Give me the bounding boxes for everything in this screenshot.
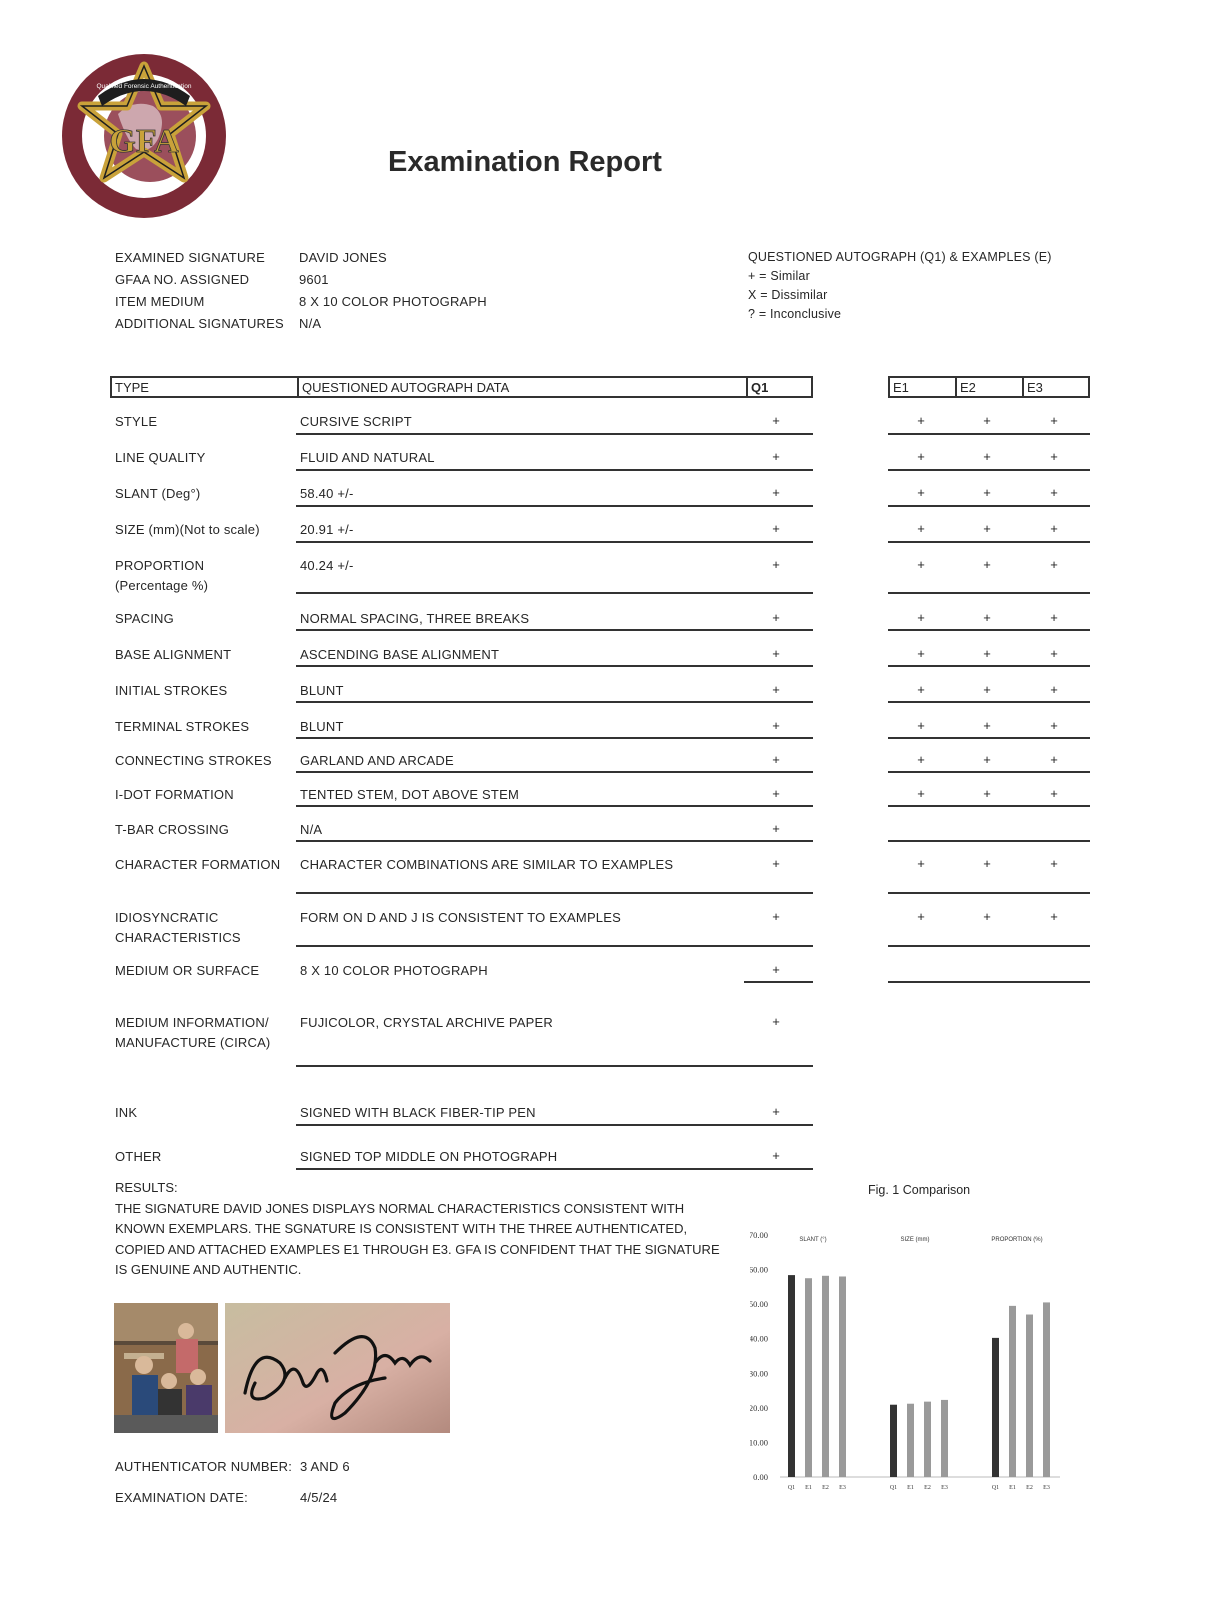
example-mark: + [917, 449, 925, 464]
x-tick-label: E3 [1043, 1485, 1050, 1491]
row-rule [296, 1065, 813, 1067]
bar-q1 [992, 1338, 999, 1477]
example-rule [888, 737, 1090, 739]
row-data-value: SIGNED TOP MIDDLE ON PHOTOGRAPH [300, 1149, 558, 1164]
header-e1: E1 [890, 378, 957, 396]
row-type-label: CHARACTERISTICS [115, 930, 241, 945]
example-mark: + [1050, 610, 1058, 625]
row-rule [296, 737, 813, 739]
bar-e1 [907, 1404, 914, 1477]
row-data-value: GARLAND AND ARCADE [300, 753, 454, 768]
header-e2: E2 [957, 378, 1024, 396]
example-rule [888, 469, 1090, 471]
row-type-label: CONNECTING STROKES [115, 753, 272, 768]
example-mark: + [1050, 909, 1058, 924]
row-type-label: SPACING [115, 611, 174, 626]
example-rule [888, 592, 1090, 594]
row-data-value: 58.40 +/- [300, 486, 354, 501]
bar-e2 [822, 1276, 829, 1477]
q1-mark: + [772, 521, 780, 536]
bar-e2 [924, 1402, 931, 1477]
row-data-value: TENTED STEM, DOT ABOVE STEM [300, 787, 519, 802]
chart-caption: Fig. 1 Comparison [868, 1183, 971, 1197]
row-rule [296, 892, 813, 894]
example-mark: + [983, 646, 991, 661]
info-label: EXAMINED SIGNATURE [115, 250, 265, 265]
example-mark: + [917, 786, 925, 801]
example-mark: + [983, 682, 991, 697]
bar-e2 [1026, 1315, 1033, 1477]
x-tick-label: E3 [941, 1485, 948, 1491]
example-mark: + [983, 521, 991, 536]
info-value: 8 X 10 COLOR PHOTOGRAPH [299, 294, 487, 309]
example-mark: + [917, 909, 925, 924]
row-type-label: INITIAL STROKES [115, 683, 228, 698]
footer-label: AUTHENTICATOR NUMBER: [115, 1459, 293, 1474]
row-data-value: 40.24 +/- [300, 558, 354, 573]
row-rule [296, 592, 813, 594]
row-rule [296, 1168, 813, 1170]
row-type-label: PROPORTION [115, 558, 205, 573]
example-mark: + [1050, 485, 1058, 500]
q1-mark: + [772, 610, 780, 625]
example-rule [888, 945, 1090, 947]
x-tick-label: E2 [1026, 1485, 1033, 1491]
row-data-value: FLUID AND NATURAL [300, 450, 435, 465]
table-header [110, 376, 813, 398]
example-mark: + [983, 909, 991, 924]
row-type-label: (Percentage %) [115, 578, 209, 593]
row-type-label: SIZE (mm)(Not to scale) [115, 522, 260, 537]
header-e3: E3 [1027, 380, 1043, 395]
q1-mark: + [772, 485, 780, 500]
results-section [115, 1178, 725, 1281]
row-type-label: SLANT (Deg°) [115, 486, 201, 501]
group-title: SLANT (°) [799, 1237, 827, 1243]
row-data-value: BLUNT [300, 683, 344, 698]
x-tick-label: Q1 [787, 1485, 796, 1491]
row-rule [296, 433, 813, 435]
q1-mark: + [772, 557, 780, 572]
x-tick-label: E2 [822, 1485, 829, 1491]
example-mark: + [917, 752, 925, 767]
example-mark: + [983, 485, 991, 500]
header-data: QUESTIONED AUTOGRAPH DATA [299, 378, 748, 396]
row-data-value: SIGNED WITH BLACK FIBER-TIP PEN [300, 1105, 536, 1120]
row-type-label: MEDIUM INFORMATION/ [115, 1015, 269, 1030]
info-value: 9601 [299, 272, 329, 287]
bar-e3 [941, 1400, 948, 1477]
example-mark: + [917, 718, 925, 733]
row-data-value: N/A [300, 822, 323, 837]
example-rule [888, 433, 1090, 435]
legend-item: ? = Inconclusive [748, 307, 842, 321]
legend-item: + = Similar [748, 269, 810, 283]
row-type-label: IDIOSYNCRATIC [115, 910, 219, 925]
page-title: Examination Report [388, 146, 662, 178]
group-title: SIZE (mm) [900, 1237, 930, 1243]
row-rule [296, 840, 813, 842]
q1-mark: + [772, 752, 780, 767]
example-mark: + [917, 610, 925, 625]
row-rule [296, 945, 813, 947]
footer-value: 4/5/24 [300, 1490, 338, 1505]
example-mark: + [983, 752, 991, 767]
example-mark: + [917, 557, 925, 572]
y-tick-label: 10.00 [750, 1437, 768, 1448]
example-rule [888, 892, 1090, 894]
q1-mark: + [772, 1104, 780, 1119]
row-rule [296, 469, 813, 471]
example-mark: + [1050, 413, 1058, 428]
row-rule [296, 1124, 813, 1126]
example-mark: + [917, 646, 925, 661]
row-rule [296, 701, 813, 703]
header-q1: Q1 [751, 380, 769, 395]
x-tick-label: Q1 [991, 1485, 1000, 1491]
info-label: GFAA NO. ASSIGNED [115, 272, 250, 287]
y-tick-label: 0.00 [753, 1472, 768, 1482]
example-mark: + [917, 413, 925, 428]
row-type-label: CHARACTER FORMATION [115, 857, 281, 872]
example-mark: + [917, 856, 925, 871]
q1-mark: + [772, 856, 780, 871]
example-mark: + [917, 682, 925, 697]
row-data-value: 8 X 10 COLOR PHOTOGRAPH [300, 963, 488, 978]
group-photo [114, 1303, 218, 1433]
q1-mark: + [772, 413, 780, 428]
footer-value: 3 AND 6 [300, 1459, 350, 1474]
example-mark: + [1050, 449, 1058, 464]
example-mark: + [1050, 856, 1058, 871]
row-type-label: TERMINAL STROKES [115, 719, 250, 734]
results-label: RESULTS: [115, 1180, 178, 1195]
row-type-label: MANUFACTURE (CIRCA) [115, 1035, 271, 1050]
q1-mark: + [772, 821, 780, 836]
y-tick-label: 20.00 [750, 1402, 768, 1413]
info-value: N/A [299, 316, 322, 331]
example-mark: + [917, 521, 925, 536]
example-mark: + [983, 856, 991, 871]
y-tick-label: 40.00 [750, 1333, 768, 1344]
example-rule [888, 981, 1090, 983]
row-type-label: STYLE [115, 414, 158, 429]
row-rule [296, 805, 813, 807]
q1-mark: + [772, 718, 780, 733]
q1-mark: + [772, 1014, 780, 1029]
row-rule [296, 505, 813, 507]
bar-q1 [788, 1275, 795, 1477]
example-mark: + [917, 485, 925, 500]
row-type-label: BASE ALIGNMENT [115, 647, 232, 662]
results-text: THE SIGNATURE DAVID JONES DISPLAYS NORMAL CHARACTERISTICS CONSISTENT WITH KNOWN EXEMPLARS. THE SGNATURE IS CONSISTENT WITH THE THREE AUTHENTICATED, COPIED AND ATTACHED EXAMPLES E1 THROUGH E3. GFA IS CONFIDENT THAT THE SIGNATURE IS GENUINE AND AUTHENTIC. [115, 1200, 720, 1277]
x-tick-label: E1 [1009, 1485, 1016, 1491]
example-mark: + [1050, 521, 1058, 536]
row-data-value: CURSIVE SCRIPT [300, 414, 412, 429]
y-tick-label: 50.00 [750, 1299, 768, 1310]
row-data-value: BLUNT [300, 719, 344, 734]
row-data-value: ASCENDING BASE ALIGNMENT [300, 647, 500, 662]
q1-mark: + [772, 449, 780, 464]
row-type-label: I-DOT FORMATION [115, 787, 234, 802]
x-tick-label: E1 [805, 1485, 812, 1491]
example-mark: + [983, 610, 991, 625]
bar-e3 [1043, 1302, 1050, 1477]
legend-item: X = Dissimilar [748, 288, 828, 302]
logo-text: GFA [109, 123, 179, 160]
example-mark: + [1050, 646, 1058, 661]
example-mark: + [983, 557, 991, 572]
info-label: ITEM MEDIUM [115, 294, 205, 309]
example-mark: + [983, 449, 991, 464]
example-rule [888, 840, 1090, 842]
example-rule [888, 771, 1090, 773]
header-type: TYPE [112, 378, 299, 396]
q1-mark: + [772, 909, 780, 924]
example-mark: + [1050, 752, 1058, 767]
row-type-label: LINE QUALITY [115, 450, 206, 465]
example-mark: + [983, 718, 991, 733]
logo-ring-text: Qualified Forensic Authentication [96, 83, 192, 90]
row-rule [296, 541, 813, 543]
x-tick-label: E1 [907, 1485, 914, 1491]
example-rule [888, 505, 1090, 507]
y-tick-label: 60.00 [750, 1264, 768, 1275]
row-data-value: CHARACTER COMBINATIONS ARE SIMILAR TO EXAMPLES [300, 857, 674, 872]
row-data-value: 20.91 +/- [300, 522, 354, 537]
row-rule [296, 665, 813, 667]
example-mark: + [1050, 786, 1058, 801]
row-data-value: FUJICOLOR, CRYSTAL ARCHIVE PAPER [300, 1015, 553, 1030]
examples-header [888, 376, 1090, 398]
example-mark: + [1050, 682, 1058, 697]
info-label: ADDITIONAL SIGNATURES [115, 316, 284, 331]
q1-mark: + [772, 962, 780, 977]
row-data-value: FORM ON D AND J IS CONSISTENT TO EXAMPLES [300, 910, 621, 925]
row-type-label: T-BAR CROSSING [115, 822, 230, 837]
example-rule [888, 701, 1090, 703]
gfa-logo [58, 44, 234, 234]
bar-e3 [839, 1276, 846, 1477]
example-rule [888, 805, 1090, 807]
q1-mark: + [772, 786, 780, 801]
y-tick-label: 70.00 [750, 1230, 768, 1240]
example-mark: + [1050, 718, 1058, 733]
example-rule [888, 629, 1090, 631]
example-mark: + [1050, 557, 1058, 572]
info-value: DAVID JONES [299, 250, 387, 265]
footer-label: EXAMINATION DATE: [115, 1490, 248, 1505]
row-data-value: NORMAL SPACING, THREE BREAKS [300, 611, 530, 626]
q1-mark: + [772, 1148, 780, 1163]
row-rule [296, 629, 813, 631]
q1-mark: + [772, 682, 780, 697]
signature-closeup [225, 1303, 450, 1433]
y-tick-label: 30.00 [750, 1368, 768, 1379]
example-mark: + [983, 786, 991, 801]
q1-mark: + [772, 646, 780, 661]
x-tick-label: Q1 [889, 1485, 898, 1491]
row-rule [744, 981, 813, 983]
group-title: PROPORTION (%) [991, 1237, 1043, 1243]
row-rule [296, 771, 813, 773]
bar-q1 [890, 1405, 897, 1477]
example-rule [888, 541, 1090, 543]
row-type-label: MEDIUM OR SURFACE [115, 963, 260, 978]
bar-e1 [1009, 1306, 1016, 1477]
x-tick-label: E2 [924, 1485, 931, 1491]
example-rule [888, 665, 1090, 667]
bar-e1 [805, 1278, 812, 1477]
row-type-label: OTHER [115, 1149, 162, 1164]
legend-title: QUESTIONED AUTOGRAPH (Q1) & EXAMPLES (E) [748, 250, 1052, 264]
comparison-chart [750, 1215, 1080, 1495]
x-tick-label: E3 [839, 1485, 846, 1491]
example-mark: + [983, 413, 991, 428]
row-type-label: INK [115, 1105, 138, 1120]
